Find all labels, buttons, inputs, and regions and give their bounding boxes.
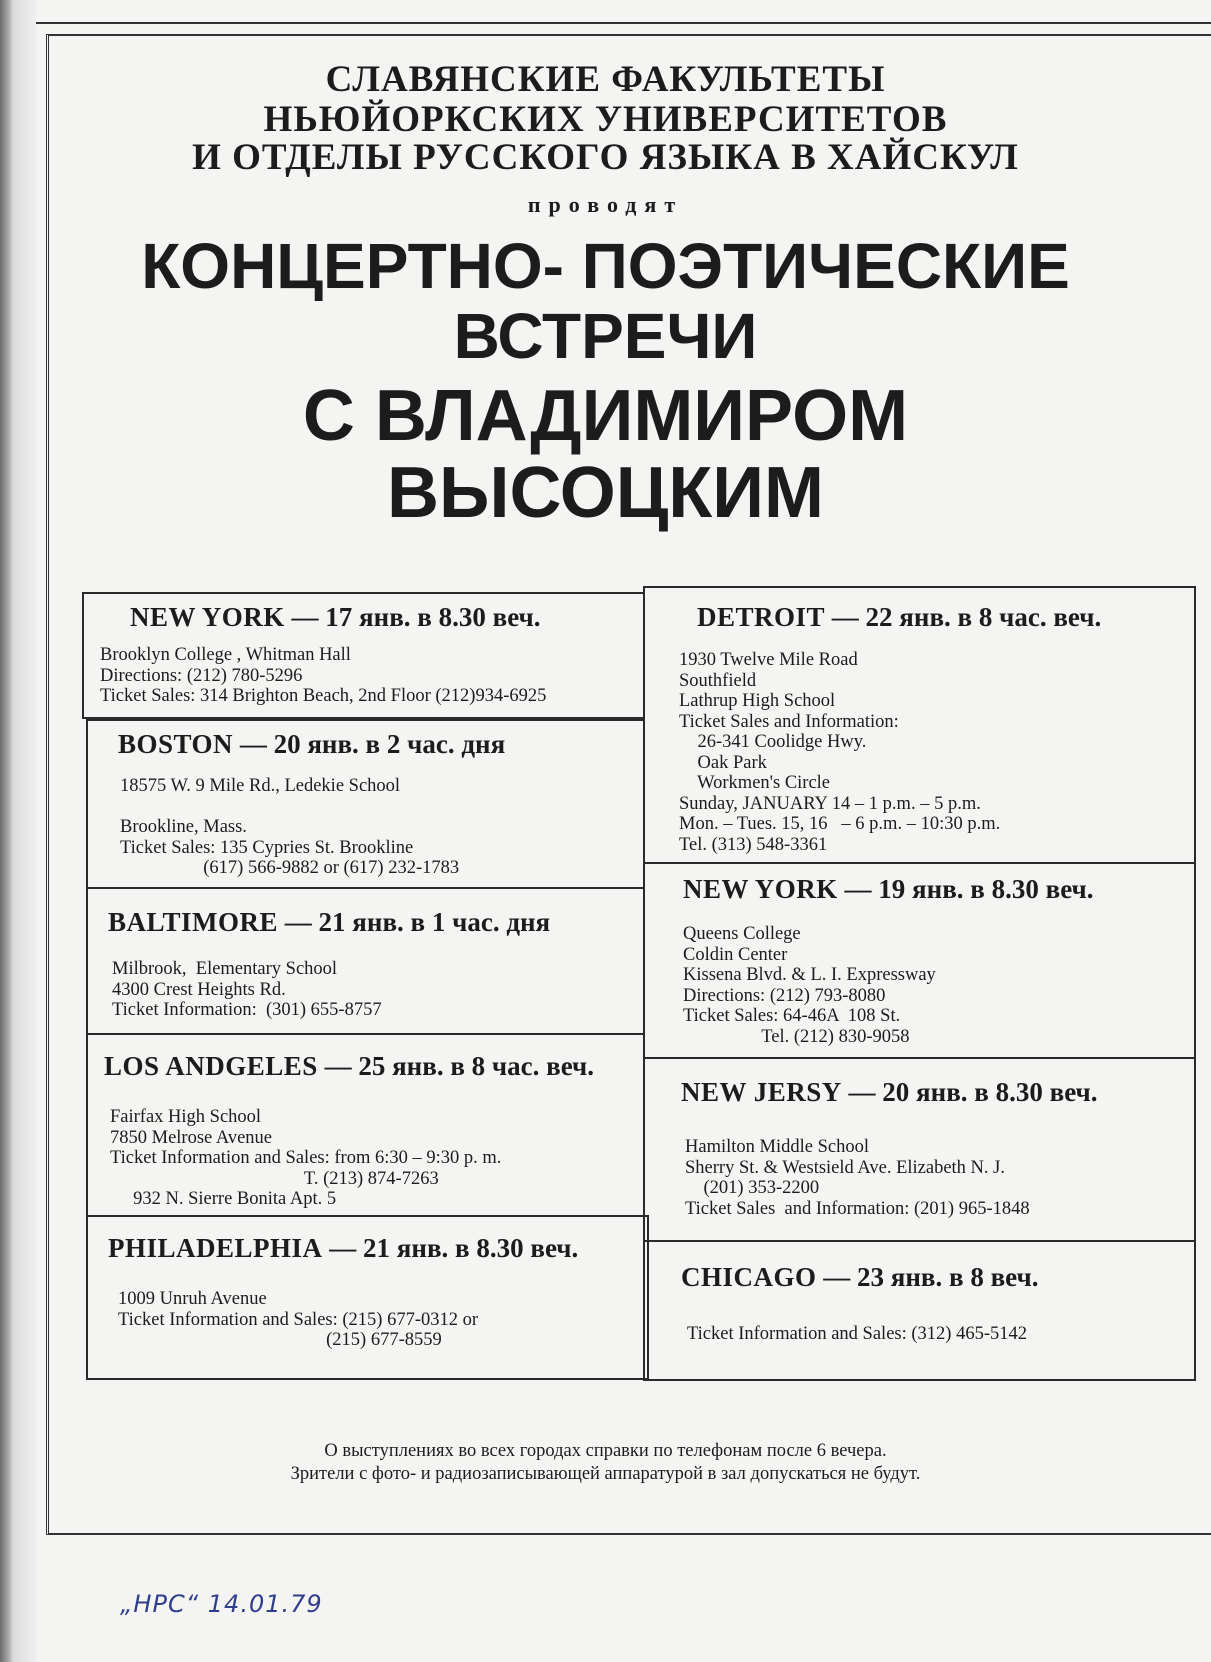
event-city: DETROIT: [697, 602, 826, 632]
event-city: BALTIMORE: [108, 907, 279, 937]
event-details: Hamilton Middle School Sherry St. & Westsield Ave. Elizabeth N. J. (201) 353-2200 Ticket Sales and Information: (201) 965-1848: [685, 1137, 1030, 1219]
event-heading: [108, 907, 550, 938]
title-line-3: С ВЛАДИМИРОМ: [302, 376, 909, 456]
event-box-new-york-2: [643, 862, 1196, 1059]
event-details: Fairfax High School 7850 Melrose Avenue Ticket Information and Sales: from 6:30 – 9:30 p. m. T. (213) 874-7263 932 N. Sierre Bonita Apt. 5: [110, 1107, 502, 1209]
event-heading: [681, 1262, 1038, 1293]
event-heading: [104, 1051, 594, 1082]
event-date: — 25 янв. в 8 час. веч.: [324, 1051, 594, 1081]
event-heading: [697, 602, 1101, 633]
event-details: Ticket Information and Sales: (312) 465-5142: [687, 1324, 1027, 1344]
event-date: — 22 янв. в 8 час. веч.: [831, 602, 1102, 632]
title-line-2: ВСТРЕЧИ: [453, 300, 758, 372]
footer-note-2: Зрители с фото- и радиозаписывающей аппаратурой в зал допускаться не будут.: [290, 1464, 921, 1484]
event-details: Brooklyn College , Whitman Hall Directions: (212) 780-5296 Ticket Sales: 314 Brighton Beach, 2nd Floor (212)934-6925: [100, 645, 547, 706]
event-date: — 21 янв. в 8.30 веч.: [329, 1233, 579, 1263]
event-box-philadelphia: [86, 1215, 649, 1380]
event-box-detroit: [643, 586, 1196, 864]
event-heading: [681, 1077, 1098, 1108]
event-city: CHICAGO: [681, 1262, 817, 1292]
event-box-boston: [86, 719, 645, 889]
event-box-los-angeles: [86, 1033, 645, 1217]
event-city: NEW JERSY: [681, 1077, 842, 1107]
header-line-2: НЬЮЙОРКСКИХ УНИВЕРСИТЕТОВ: [263, 99, 948, 140]
event-details: 1930 Twelve Mile Road Southfield Lathrup High School Ticket Sales and Information: 26-341 Coolidge Hwy. Oak Park Workmen's Circle Sunday, JANUARY 14 – 1 p.m. – 5 p.m. Mon. – Tues. 15, 16 – 6 p.m. – 10:30 p.m. Tel. (313) 548-3361: [679, 650, 1001, 855]
event-city: PHILADELPHIA: [108, 1233, 323, 1263]
event-city: LOS ANDGELES: [104, 1051, 318, 1081]
title-line-4: ВЫСОЦКИМ: [387, 453, 824, 533]
event-details: 1009 Unruh Avenue Ticket Information and Sales: (215) 677-0312 or (215) 677-8559: [118, 1289, 479, 1350]
event-heading: [683, 874, 1093, 905]
event-box-chicago: [643, 1240, 1196, 1381]
event-details: Queens College Coldin Center Kissena Blvd. & L. I. Expressway Directions: (212) 793-8080 Ticket Sales: 64-46A 108 St. Tel. (212) 830-9058: [683, 924, 936, 1047]
event-box-new-york-1: [82, 592, 645, 719]
top-rule: [36, 22, 1211, 24]
event-date: — 20 янв. в 2 час. дня: [239, 729, 506, 759]
handwritten-annotation: „НРС“ 14.01.79: [120, 1590, 323, 1618]
event-box-baltimore: [86, 887, 645, 1035]
event-heading: [130, 602, 540, 633]
footer-note-1: О выступлениях во всех городах справки по телефонам после 6 вечера.: [324, 1441, 887, 1461]
event-heading: [108, 1233, 578, 1264]
event-city: NEW YORK: [130, 602, 285, 632]
event-date: — 21 янв. в 1 час. дня: [284, 907, 551, 937]
event-city: BOSTON: [118, 729, 234, 759]
event-details: 18575 W. 9 Mile Rd., Ledekie School Brookline, Mass. Ticket Sales: 135 Cypries St. Brookline (617) 566-9882 or (617) 232-1783: [120, 776, 460, 878]
event-city: NEW YORK: [683, 874, 838, 904]
header-subline: проводят: [527, 192, 684, 217]
title-line-1: КОНЦЕРТНО- ПОЭТИЧЕСКИЕ: [141, 230, 1070, 302]
event-box-new-jersey: [643, 1057, 1196, 1242]
event-date: — 17 янв. в 8.30 веч.: [291, 602, 541, 632]
event-details: Milbrook, Elementary School 4300 Crest Heights Rd. Ticket Information: (301) 655-8757: [112, 959, 382, 1020]
header-line-1: СЛАВЯНСКИЕ ФАКУЛЬТЕТЫ: [325, 59, 886, 100]
event-date: — 19 янв. в 8.30 веч.: [844, 874, 1094, 904]
event-heading: [118, 729, 505, 760]
header-line-3: И ОТДЕЛЫ РУССКОГО ЯЗЫКА В ХАЙСКУЛ: [192, 137, 1019, 178]
event-date: — 20 янв. в 8.30 веч.: [848, 1077, 1098, 1107]
event-date: — 23 янв. в 8 веч.: [823, 1262, 1039, 1292]
